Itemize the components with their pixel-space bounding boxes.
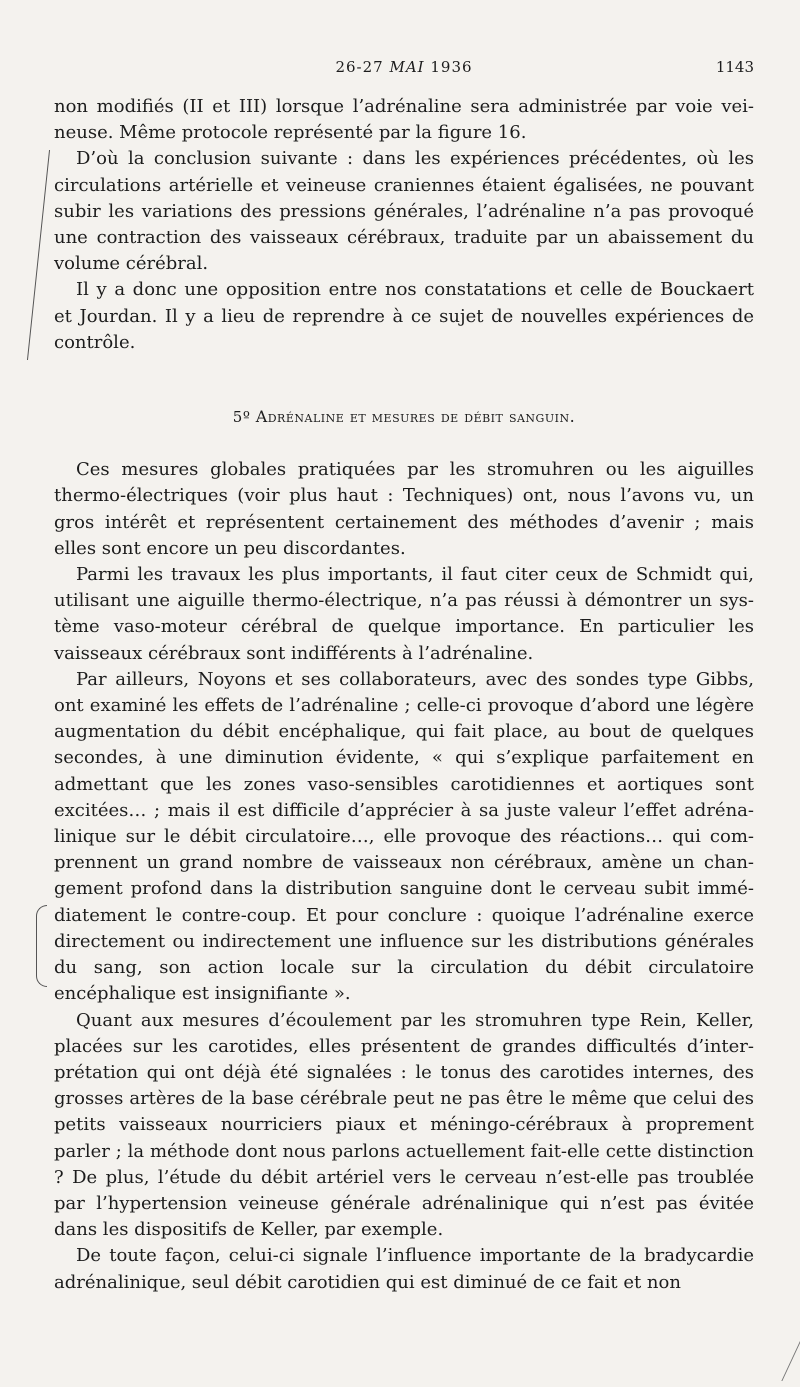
section-title: Adrénaline et mesures de débit sanguin. <box>255 407 576 427</box>
page-corner-mark <box>761 1331 800 1381</box>
paragraph: Par ailleurs, Noyons et ses collaborateurs, avec des sondes type Gibbs, ont examiné les effets de l’adrénaline ; celle-ci provoque d’abord une légère augmentation du débit encéphalique, qui fait place, au bout de quelques secondes, à une diminution évidente, « qui s’explique parfaitement en admettant que les zones vaso-sensibles carotidiennes et aortiques sont excitées… ; mais il est difficile d’apprécier à sa juste valeur l’effet adrénalinique sur le débit circulatoire…, elle provoque des réactions… qui comprennent un grand nombre de vaisseaux non cérébraux, amène un changement profond dans la distribution sanguine dont le cerveau subit immédiatement le contre-coup. Et pour conclure : quoique l’adrénaline exerce directement ou indirectement une influence sur les distributions générales du sang, son action locale sur la circulation du débit circulatoire encéphalique est insignifiante ». <box>54 668 754 1005</box>
header-date-day: 26-27 <box>335 58 384 76</box>
paragraph: Ces mesures globales pratiquées par les stromuhren ou les aiguilles thermo-électriques (voir plus haut : Techniques) ont, nous l’avons vu, un gros intérêt et représentent certainement des méthodes d’avenir ; mais elles sont encore un peu discordantes. <box>54 459 754 559</box>
section-number: 5º <box>232 408 251 427</box>
paragraph: Il y a donc une opposition entre nos constatations et celle de Bouckaert et Jourdan. Il y a lieu de reprendre à ce sujet de nouvelles expériences de contrôle. <box>54 279 754 353</box>
text-body <box>54 94 754 1296</box>
paragraph: De toute façon, celui-ci signale l’influence importante de la bradycardie adrénalinique, seul débit carotidien qui est diminué de ce fait et non <box>54 1245 754 1293</box>
paragraph: Parmi les travaux les plus importants, il faut citer ceux de Schmidt qui, utilisant une aiguille thermo-électrique, n’a pas réussi à démontrer un système vaso-moteur cérébral de quelque importance. En particulier les vaisseaux cérébraux sont indifférents à l’adrénaline. <box>54 564 754 664</box>
paragraph: non modifiés (II et III) lorsque l’adrénaline sera administrée par voie veineuse. Même protocole représenté par la figure 16. <box>54 96 754 144</box>
header-date-year: 1936 <box>430 58 473 76</box>
paragraph: Quant aux mesures d’écoulement par les stromuhren type Rein, Keller, placées sur les carotides, elles présentent de grandes difficultés d’interprétation qui ont déjà été signalées : le tonus des carotides internes, des grosses artères de la base cérébrale peut ne pas être le même que celui des petits vaisseaux nourriciers piaux et méningo-cérébraux à proprement parler ; la méthode dont nous parlons actuellement fait-elle cette distinction ? De plus, l’étude du débit artériel vers le cerveau n’est-elle pas troublée par l’hypertension veineuse générale adrénalinique qui n’est pas évitée dans les dispositifs de Keller, par exemple. <box>54 1009 754 1241</box>
section-heading <box>54 404 754 430</box>
margin-mark <box>27 150 50 360</box>
header-date-month: MAI <box>389 58 425 76</box>
header-date <box>54 58 754 76</box>
running-header <box>54 58 754 82</box>
margin-bracket <box>36 905 47 987</box>
page-number: 1143 <box>715 58 754 76</box>
paragraph: D’où la conclusion suivante : dans les expériences précédentes, où les circulations artérielle et veineuse craniennes étaient égalisées, ne pouvant subir les variations des pressions générales, l’adrénaline n’a pas provoqué une contraction des vaisseaux cérébraux, traduite par un abaissement du volume cérébral. <box>54 148 754 275</box>
